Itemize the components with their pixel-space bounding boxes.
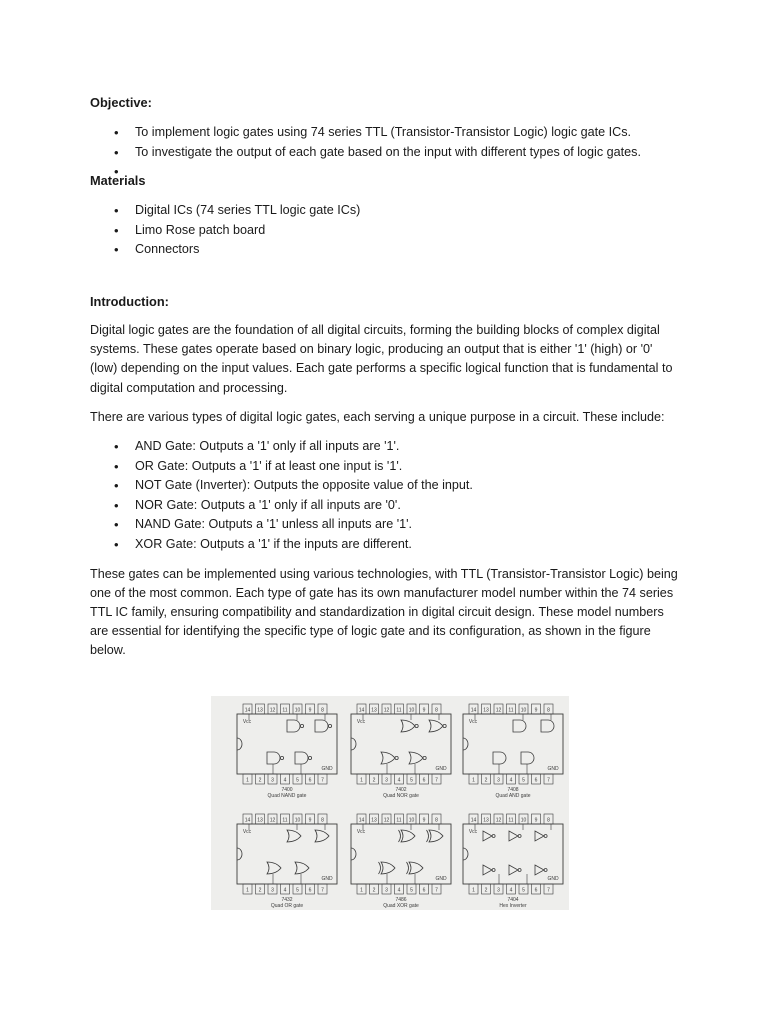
gate-symbol	[401, 720, 418, 732]
pin-number: 6	[534, 777, 538, 784]
pin-number: 4	[283, 887, 287, 894]
list-item: • XOR Gate: Outputs a '1' if the inputs are different.	[90, 535, 680, 555]
gnd-label: GND	[435, 766, 447, 772]
gate-symbol	[399, 830, 416, 842]
pin-number: 11	[396, 817, 402, 824]
gate-symbol	[295, 862, 309, 874]
pin-number: 6	[534, 887, 538, 894]
gate-symbol	[381, 752, 398, 764]
gate-symbol	[379, 862, 396, 874]
pin-number: 14	[470, 707, 477, 714]
pin-number: 4	[509, 777, 513, 784]
gate-symbol	[267, 862, 281, 874]
ic-chip-7432	[237, 814, 337, 909]
pin-number: 12	[383, 817, 390, 824]
chip-caption: Quad OR gate	[270, 903, 304, 909]
pin-number: 13	[257, 707, 263, 714]
pin-number: 10	[520, 707, 527, 714]
pin-number: 5	[296, 887, 299, 894]
pin-number: 13	[257, 817, 263, 824]
ic-notch	[237, 848, 242, 860]
pin-number: 7	[321, 777, 324, 784]
pin-number: 13	[371, 707, 377, 714]
pin-number: 13	[483, 817, 489, 824]
list-item: • NOR Gate: Outputs a '1' only if all inputs are '0'.	[90, 496, 680, 516]
pin-number: 2	[484, 777, 488, 784]
ic-notch	[463, 738, 468, 750]
gate-symbol	[509, 831, 521, 841]
gate-symbol	[535, 865, 547, 875]
pin-number: 13	[371, 817, 377, 824]
pin-number: 14	[470, 817, 477, 824]
list-item: • AND Gate: Outputs a '1' only if all inputs are '1'.	[90, 437, 680, 457]
ic-body	[237, 824, 337, 884]
pin-number: 6	[308, 887, 312, 894]
list-item: • Connectors	[90, 240, 680, 260]
chip-caption: Quad NOR gate	[383, 793, 419, 799]
pin-number: 10	[294, 817, 301, 824]
gate-symbol	[287, 720, 304, 732]
pin-number: 10	[408, 817, 415, 824]
pin-number: 14	[244, 707, 251, 714]
part-number: 7404	[507, 897, 519, 903]
pin-number: 8	[321, 707, 324, 714]
pin-number: 3	[271, 777, 274, 784]
ttl-ic-pinout-figure	[211, 696, 569, 910]
objective-list	[90, 123, 680, 162]
ic-body	[351, 824, 451, 884]
pin-number: 2	[258, 887, 262, 894]
chip-caption: Quad XOR gate	[383, 903, 419, 909]
gate-symbol	[535, 831, 547, 841]
intro-paragraph: Digital logic gates are the foundation of all digital circuits, forming the building blocks of complex digital systems. These gates operate based on binary logic, producing an output that is either '1' (high) or '0' (low) depending on the input values. Each gate performs a specific logical function that is fundamental to digital computation and processing.	[90, 322, 673, 395]
pin-number: 9	[422, 817, 426, 824]
pin-number: 11	[396, 707, 402, 714]
gate-symbol	[493, 752, 506, 764]
pin-number: 3	[497, 777, 500, 784]
gate-symbol	[483, 865, 495, 875]
pin-number: 14	[358, 817, 365, 824]
ic-notch	[351, 848, 356, 860]
pin-number: 9	[308, 707, 312, 714]
materials-list	[90, 201, 680, 260]
gnd-label: GND	[547, 876, 559, 882]
pin-number: 7	[547, 887, 550, 894]
chip-caption: Hex Inverter	[499, 903, 527, 909]
part-number: 7432	[281, 897, 293, 903]
pin-number: 1	[246, 777, 249, 784]
pin-number: 2	[372, 777, 376, 784]
pin-number: 1	[472, 887, 475, 894]
pin-number: 9	[534, 817, 538, 824]
ic-notch	[351, 738, 356, 750]
pin-number: 7	[547, 777, 550, 784]
gate-symbol	[541, 720, 554, 732]
list-item: • To implement logic gates using 74 series TTL (Transistor-Transistor Logic) logic gate ICs.	[90, 123, 680, 143]
pin-number: 11	[508, 817, 514, 824]
list-item: • Digital ICs (74 series TTL logic gate ICs)	[90, 201, 680, 221]
pin-number: 9	[422, 707, 426, 714]
vcc-label: Vcc	[356, 829, 366, 835]
pin-number: 14	[358, 707, 365, 714]
pin-number: 12	[495, 707, 502, 714]
pin-number: 5	[410, 777, 413, 784]
pin-number: 1	[360, 777, 363, 784]
gate-symbol	[267, 752, 284, 764]
chip-caption: Quad AND gate	[495, 793, 531, 799]
gate-symbol	[315, 720, 332, 732]
introduction-heading: Introduction:	[90, 293, 169, 309]
pin-number: 14	[244, 817, 251, 824]
list-item: • Limo Rose patch board	[90, 221, 680, 241]
part-number: 7408	[507, 787, 519, 793]
pin-number: 8	[435, 817, 438, 824]
gate-symbol	[509, 865, 521, 875]
ic-chip-7486	[351, 814, 451, 909]
gate-symbol	[409, 752, 426, 764]
pin-number: 8	[547, 817, 550, 824]
ic-chip-7408	[463, 704, 563, 799]
pin-number: 1	[246, 887, 249, 894]
pin-number: 2	[372, 887, 376, 894]
chip-caption: Quad NAND gate	[267, 793, 307, 799]
gate-symbol	[315, 830, 329, 842]
vcc-label: Vcc	[242, 829, 252, 835]
pin-number: 3	[271, 887, 274, 894]
pin-number: 7	[435, 887, 438, 894]
pin-number: 2	[258, 777, 262, 784]
pin-number: 8	[435, 707, 438, 714]
list-item: • NAND Gate: Outputs a '1' unless all inputs are '1'.	[90, 515, 680, 535]
pin-number: 6	[308, 777, 312, 784]
pin-number: 4	[397, 777, 401, 784]
pin-number: 5	[410, 887, 413, 894]
gate-symbol	[295, 752, 312, 764]
ic-chip-7404	[463, 814, 563, 909]
pin-number: 13	[483, 707, 489, 714]
list-item: • To investigate the output of each gate based on the input with different types of logic gates.	[90, 143, 680, 163]
gnd-label: GND	[435, 876, 447, 882]
pin-number: 7	[435, 777, 438, 784]
part-number: 7400	[281, 787, 293, 793]
list-item: • OR Gate: Outputs a '1' if at least one input is '1'.	[90, 457, 680, 477]
vcc-label: Vcc	[356, 719, 366, 725]
gate-symbol	[513, 720, 526, 732]
pin-number: 10	[294, 707, 301, 714]
ic-diagram	[211, 696, 569, 910]
pin-number: 11	[508, 707, 514, 714]
document-page	[90, 93, 680, 661]
pin-number: 5	[522, 777, 525, 784]
ic-notch	[463, 848, 468, 860]
ic-body	[351, 714, 451, 774]
pin-number: 3	[385, 887, 388, 894]
pin-number: 3	[497, 887, 500, 894]
pin-number: 12	[269, 707, 276, 714]
pin-number: 2	[484, 887, 488, 894]
materials-heading: Materials	[90, 173, 146, 189]
intro-paragraph: These gates can be implemented using various technologies, with TTL (Transistor-Transistor Logic) being one of the most common. Each type of gate has its own manufacturer model number within the 74 series TTL IC family, ensuring compatibility and standardization in digital circuit design. These model numbers are essential for identifying the specific type of logic gate and its configuration, as shown in the figure below.	[90, 566, 678, 658]
gate-symbol	[429, 720, 446, 732]
pin-number: 11	[282, 707, 288, 714]
pin-number: 5	[296, 777, 299, 784]
pin-number: 11	[282, 817, 288, 824]
list-item: • NOT Gate (Inverter): Outputs the opposite value of the input.	[90, 476, 680, 496]
gate-symbol	[427, 830, 444, 842]
intro-paragraph: There are various types of digital logic gates, each serving a unique purpose in a circuit. These include:	[90, 409, 665, 424]
pin-number: 1	[472, 777, 475, 784]
ic-chip-7402	[351, 704, 451, 799]
gate-symbol	[521, 752, 534, 764]
pin-number: 8	[321, 817, 324, 824]
pin-number: 12	[269, 817, 276, 824]
pin-number: 9	[534, 707, 538, 714]
pin-number: 6	[422, 887, 426, 894]
pin-number: 8	[547, 707, 550, 714]
gate-types-list	[90, 437, 680, 555]
pin-number: 5	[522, 887, 525, 894]
pin-number: 12	[383, 707, 390, 714]
pin-number: 3	[385, 777, 388, 784]
pin-number: 4	[283, 777, 287, 784]
vcc-label: Vcc	[468, 719, 478, 725]
objective-heading: Objective:	[90, 95, 152, 110]
vcc-label: Vcc	[242, 719, 252, 725]
pin-number: 6	[422, 777, 426, 784]
part-number: 7486	[395, 897, 407, 903]
pin-number: 10	[408, 707, 415, 714]
gnd-label: GND	[321, 876, 333, 882]
pin-number: 10	[520, 817, 527, 824]
vcc-label: Vcc	[468, 829, 478, 835]
ic-notch	[237, 738, 242, 750]
gnd-label: GND	[547, 766, 559, 772]
part-number: 7402	[395, 787, 407, 793]
pin-number: 4	[397, 887, 401, 894]
pin-number: 4	[509, 887, 513, 894]
pin-number: 9	[308, 817, 312, 824]
pin-number: 1	[360, 887, 363, 894]
pin-number: 7	[321, 887, 324, 894]
gnd-label: GND	[321, 766, 333, 772]
gate-symbol	[407, 862, 424, 874]
gate-symbol	[287, 830, 301, 842]
gate-symbol	[483, 831, 495, 841]
ic-chip-7400	[237, 704, 337, 799]
pin-number: 12	[495, 817, 502, 824]
